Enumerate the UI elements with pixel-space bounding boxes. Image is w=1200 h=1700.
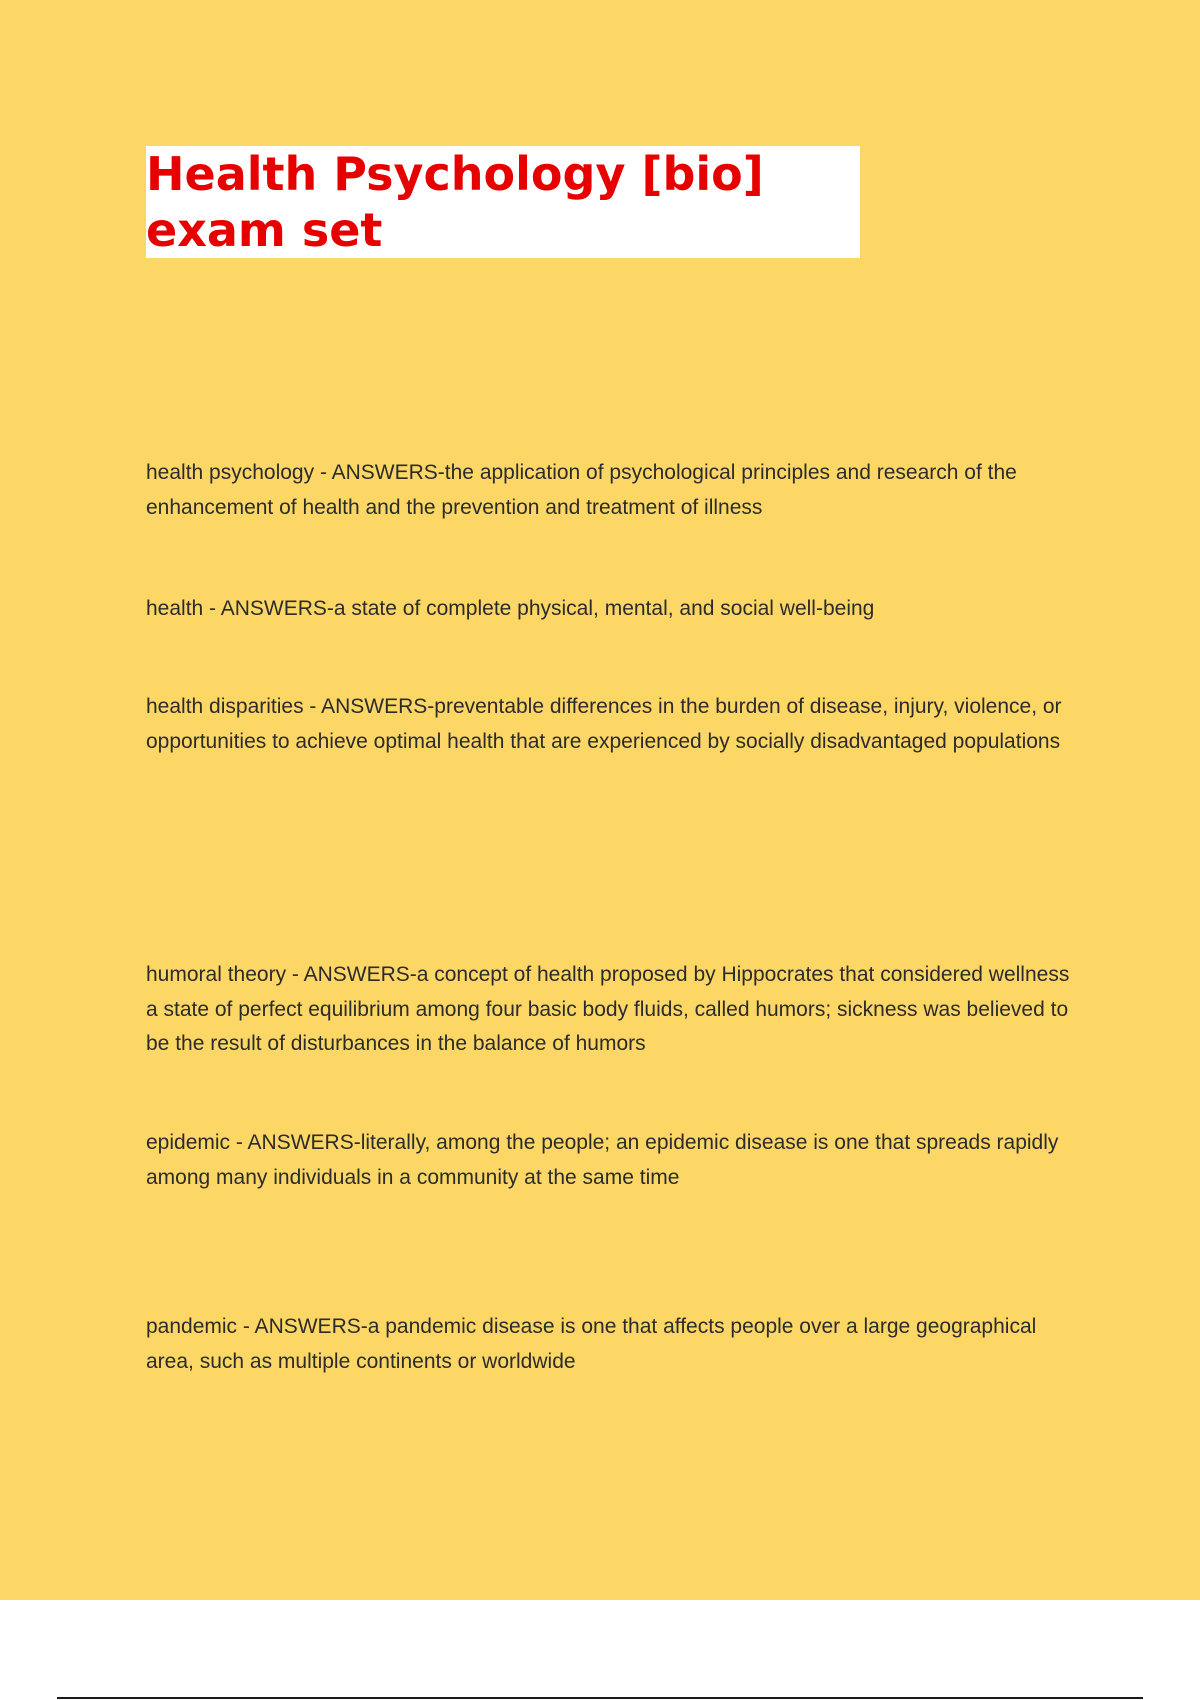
- entry-epidemic: epidemic - ANSWERS-literally, among the people; an epidemic disease is one that spreads rapidly among many individuals in a community at the same time: [146, 1131, 1059, 1189]
- title-box: [146, 146, 860, 258]
- entry-health-psychology: health psychology - ANSWERS-the application of psychological principles and research of the enhancement of health and the prevention and treatment of illness: [146, 461, 1017, 519]
- bottom-divider: [57, 1697, 1143, 1699]
- entry-humoral-theory: humoral theory - ANSWERS-a concept of health proposed by Hippocrates that considered wellness a state of perfect equilibrium among four basic body fluids, called humors; sickness was believed to be the result of disturbances in the balance of humors: [146, 963, 1070, 1055]
- entry-health: health - ANSWERS-a state of complete physical, mental, and social well-being: [146, 597, 875, 620]
- entry-pandemic: pandemic - ANSWERS-a pandemic disease is one that affects people over a large geographical area, such as multiple continents or worldwide: [146, 1315, 1037, 1373]
- page-title: Health Psychology [bio] exam set: [146, 147, 764, 257]
- entry-health-disparities: health disparities - ANSWERS-preventable differences in the burden of disease, injury, violence, or opportunities to achieve optimal health that are experienced by socially disadvantaged populations: [146, 695, 1062, 753]
